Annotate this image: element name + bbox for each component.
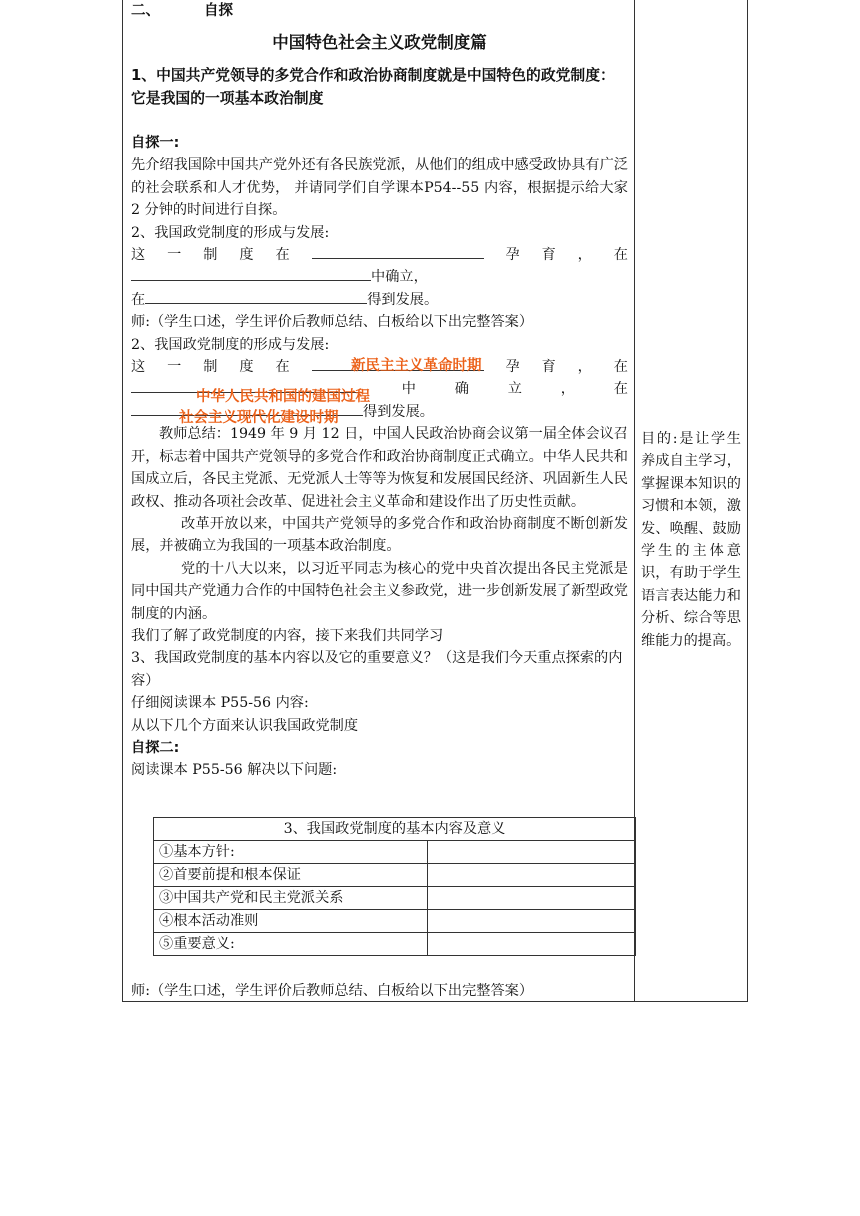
answer-2: 中华人民共和国的建国过程 <box>196 389 370 405</box>
explore2-label: 自探二: <box>131 739 180 756</box>
explore2-text: 阅读课本 P55-56 解决以下问题: <box>131 762 338 779</box>
page-title: 中国特色社会主义政党制度篇 <box>272 33 487 52</box>
fill-row-2: 中确立， <box>131 266 628 288</box>
fill-row-3: 在 得到发展。 <box>131 289 628 311</box>
formation-title-2: 2、我国政党制度的形成与发展: <box>131 336 330 353</box>
summary-p5: 3、我国政党制度的基本内容以及它的重要意义？（这是我们今天重点探索的内容） <box>131 650 623 689</box>
table-row: ③中国共产党和民主党派关系 <box>154 887 636 910</box>
summary-p3: 党的十八大以来，以习近平同志为核心的党中央首次提出各民主党派是同中国共产党通力合作的中国特色社会主义参政党，进一步创新发展了新型政党制度的内涵。 <box>131 560 628 622</box>
formation-title: 2、我国政党制度的形成与发展: <box>131 224 330 241</box>
table-row: ⑤重要意义: <box>154 933 636 956</box>
table-row: ②首要前提和根本保证 <box>154 864 636 887</box>
lesson-table <box>122 0 748 1002</box>
answer-1: 新民主主义革命时期 <box>351 358 482 374</box>
teacher-note-2: 师:（学生口述，学生评价后教师总结、白板给以下出完整答案） <box>131 983 534 999</box>
summary-p7: 从以下几个方面来认识我国政党制度 <box>131 717 359 734</box>
content-table <box>153 817 636 956</box>
heading-1: 1、中国共产党领导的多党合作和政治协商制度就是中国特色的政党制度：它是我国的一项基本政治制度 <box>131 67 615 107</box>
blank-1 <box>312 244 484 259</box>
summary-p4: 我们了解了政党制度的内容，接下来我们共同学习 <box>131 627 444 644</box>
blank-2 <box>131 266 371 281</box>
answer-3: 社会主义现代化建设时期 <box>179 410 339 426</box>
summary-p6: 仔细阅读课本 P55-56 内容: <box>131 695 309 712</box>
blank-3 <box>145 289 367 304</box>
table-row: ①基本方针: <box>154 841 636 864</box>
summary-p1: 教师总结：1949 年 9 月 12 日，中国人民政治协商会议第一届全体会议召开，标志着中国共产党领导的多党合作和政治协商制度正式确立。中华人民共和国成立后，各民主党派、无党派人士等等为恢复和发展国民经济、巩固新生人民政权、推动各项社会改革、促进社会主义革命和建设作出了历史性贡献。 <box>131 426 628 510</box>
fill-row-6: 得到发展。 <box>131 401 628 423</box>
table-row: ④根本活动准则 <box>154 910 636 933</box>
table-header: 3、我国政党制度的基本内容及意义 <box>154 818 636 841</box>
side-note: 目的:是让学生养成自主学习，掌握课本知识的习惯和本领，激发、唤醒、鼓励学生的主体意识，有助于学生语言表达能力和分析、综合等思维能力的提高。 <box>641 431 741 649</box>
section-heading <box>131 0 628 24</box>
fill-row-1: 这 一 制 度 在 孕 育 ， 在 <box>131 244 628 266</box>
explore1-label: 自探一: <box>131 135 180 151</box>
teacher-note-1: 师:（学生口述，学生评价后教师总结、白板给以下出完整答案） <box>131 314 534 331</box>
fill-row-4: 这 一 制 度 在 孕 育 ， 在 <box>131 356 628 378</box>
summary-p2: 改革开放以来，中国共产党领导的多党合作和政治协商制度不断创新发展，并被确立为我国的一项基本政治制度。 <box>131 515 628 555</box>
section-number: 二、 <box>131 3 160 19</box>
fill-row-5: 中 确 立 ， 在 <box>131 378 628 400</box>
section-label: 自探 <box>204 3 233 19</box>
explore1-intro: 先介绍我国除中国共产党外还有各民族党派，从他们的组成中感受政协具有广泛的社会联系和人才优势， 并请同学们自学课本P54--55 内容，根据提示给大家 2 分钟的时间进行自探。 <box>131 157 628 219</box>
